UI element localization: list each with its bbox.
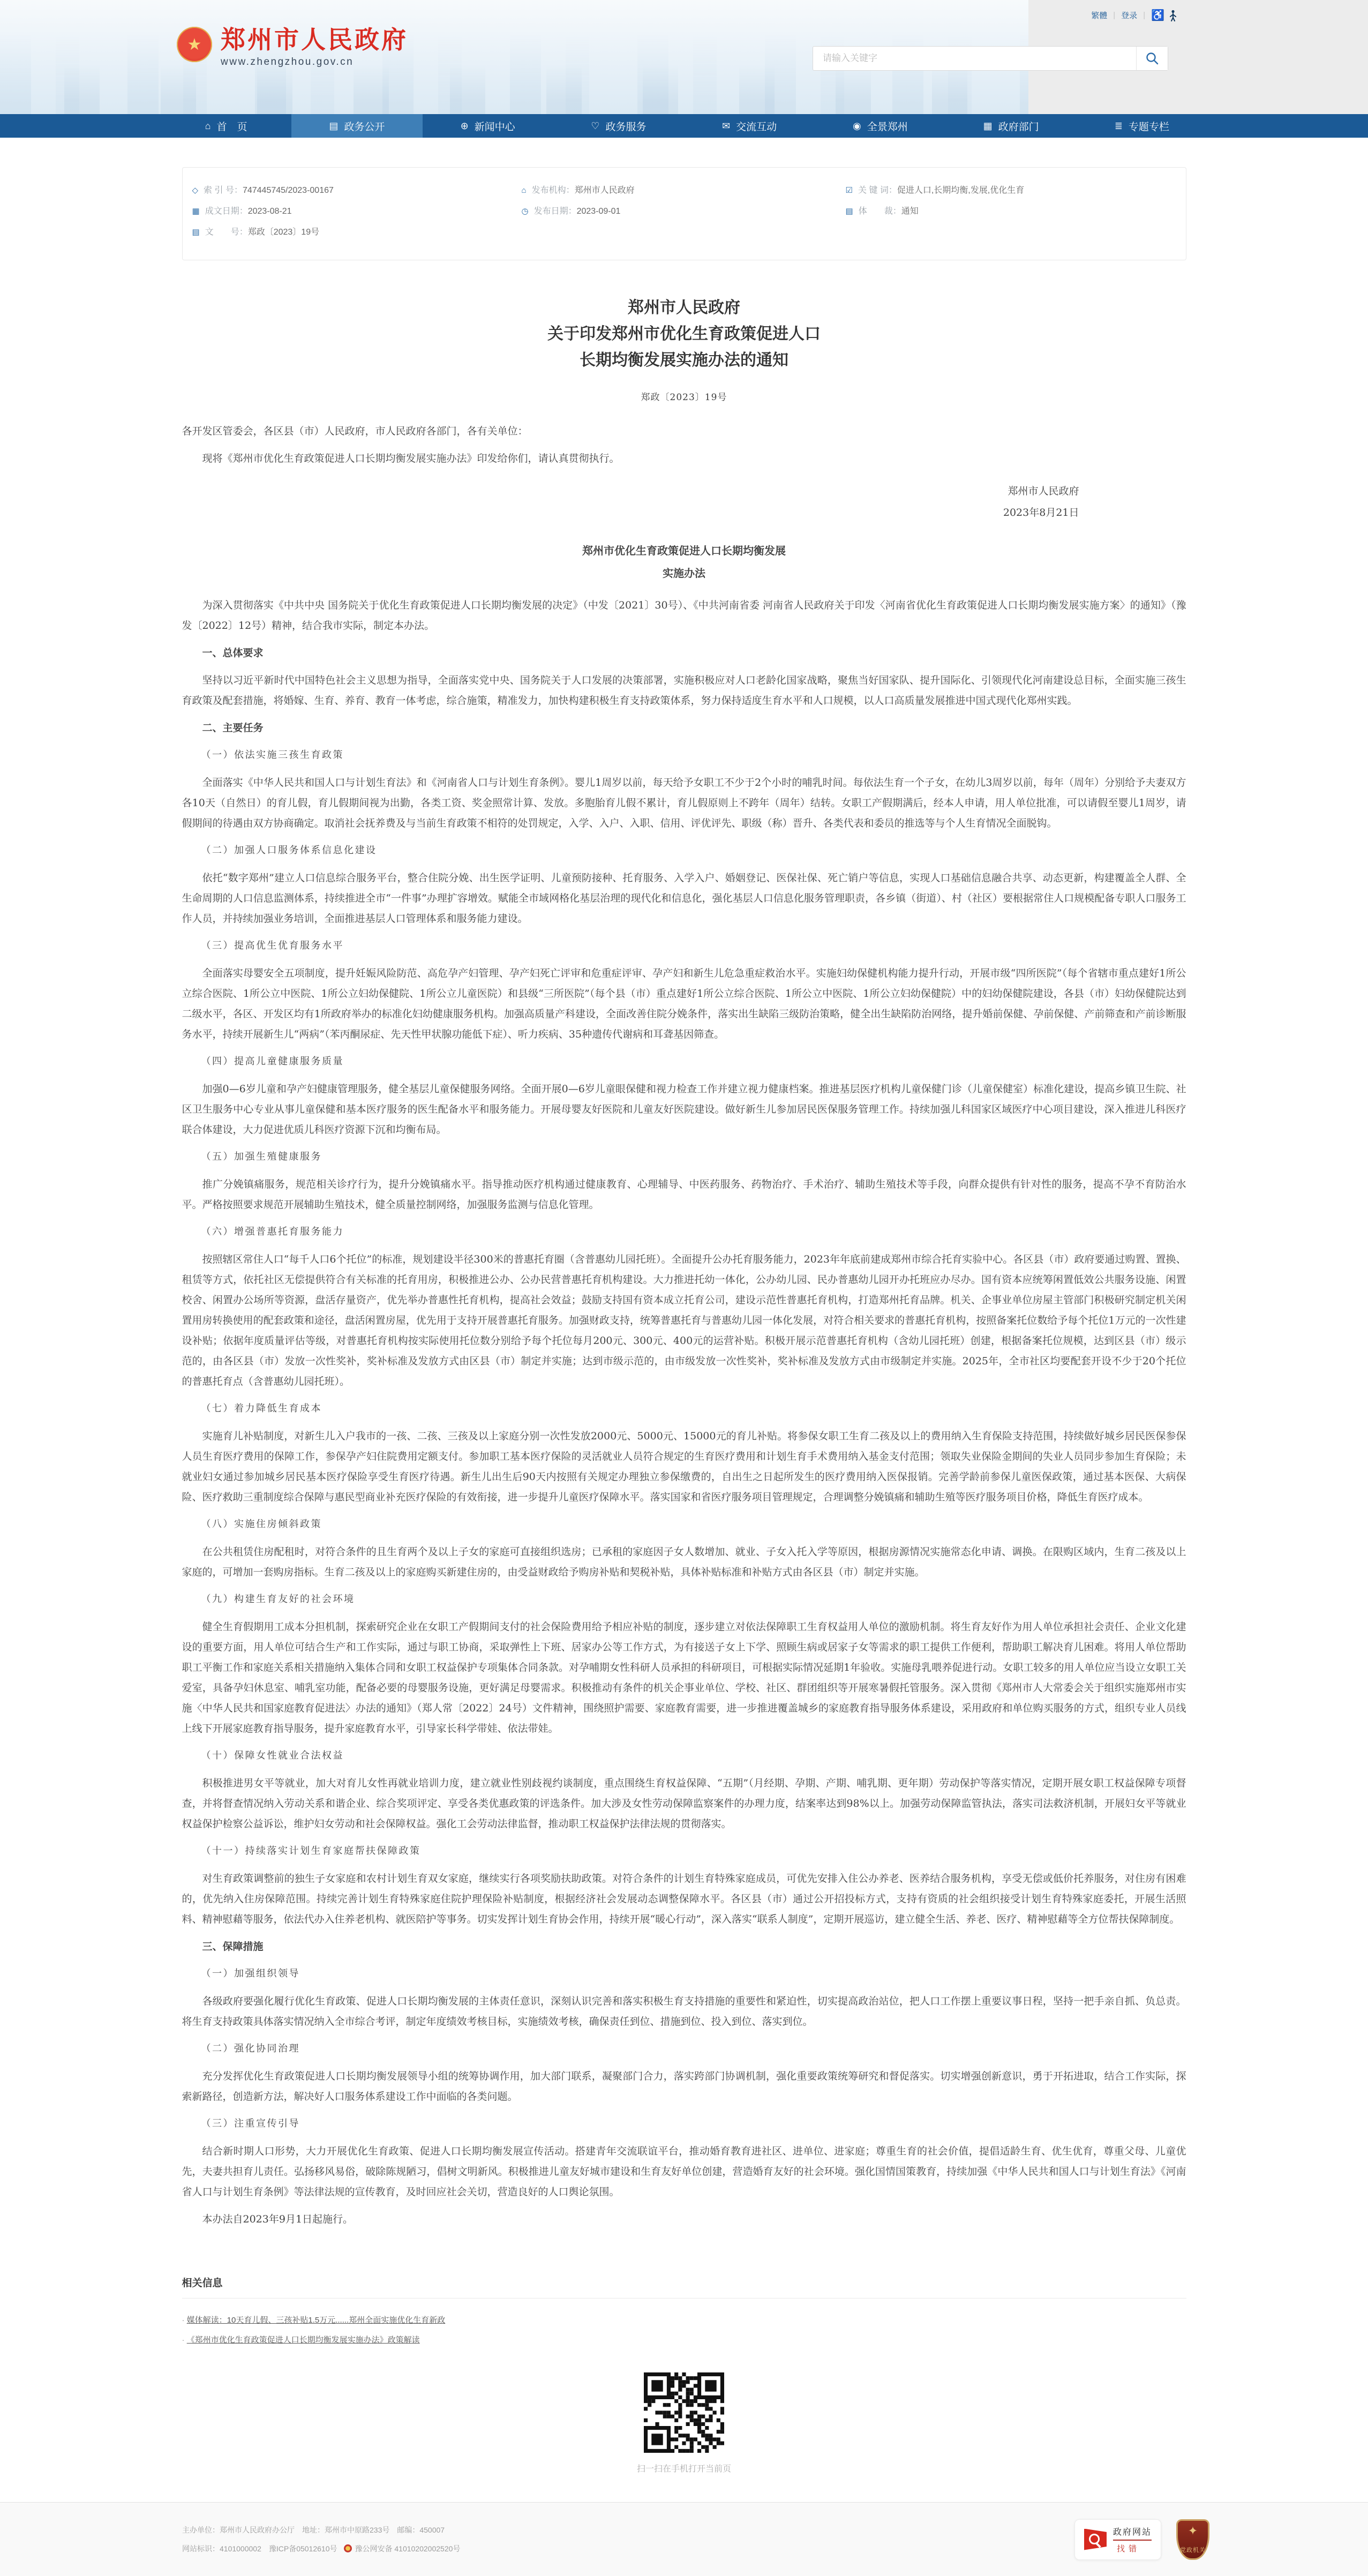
party-emblem-icon: ✦ xyxy=(1187,2524,1198,2537)
nav-item-icon: ✉ xyxy=(722,120,731,131)
nav-item[interactable] xyxy=(1077,114,1207,138)
police-badge-icon xyxy=(344,2544,352,2552)
meta-field-value: 通知 xyxy=(901,207,919,216)
doc-subtitle: 郑州市优化生育政策促进人口长期均衡发展 实施办法 xyxy=(582,544,786,580)
meta-field-icon: ◇ xyxy=(192,186,199,195)
meta-field-label: 索 引 号： xyxy=(204,186,243,195)
doc-paragraph: 对生育政策调整前的独生子女家庭和农村计划生育双女家庭，继续实行各项奖励扶助政策。对符合条件的计划生育特殊家庭成员，可优先安排入住公办养老、医养结合服务机构，享受无偿或低价托养服务，对住房有困难的，优先纳入住房保障范围。持续完善计划生育特殊家庭住院护理保险补贴制度，根据经济社会发展动态调整保障水平。各区县（市）通过公开招投标方式，支持有资质的社会组织接受计划生育特殊家庭委托，开展生活照料、精神慰藉等服务，依法代办入住养老机构、就医陪护等事务。切实发挥计划生育协会作用，持续开展“暖心行动”，深入落实“联系人制度”，定期开展巡访，建立健全生活、养老、医疗、精神慰藉等全方位帮扶保障制度。 xyxy=(182,1873,1186,1925)
document-number: 郑政〔2023〕19号 xyxy=(641,392,727,403)
qr-section xyxy=(182,2372,1186,2474)
doc-paragraph: （十）保障女性就业合法权益 xyxy=(201,1750,344,1761)
doc-paragraph: （三）注重宣传引导 xyxy=(201,2118,300,2129)
nav-item-label: 政务服务 xyxy=(605,121,647,133)
site-url: www.zhengzhou.gov.cn xyxy=(221,56,354,68)
doc-paragraph: 积极推进男女平等就业，加大对育儿女性再就业培训力度，建立就业性别歧视约谈制度，重点围绕生育权益保障、“五期”（月经期、孕期、产期、哺乳期、更年期）劳动保护等落实情况，定期开展女职工权益保障专项督查，并将督查情况纳入劳动关系和谐企业、综合奖项评定、享受各类优惠政策的评选条件。加大涉及女性劳动保障监察案件的办理力度，结案率达到98%以上。加强劳动保障监管执法，落实司法救济机制，开展妇女平等就业权益保护检察公益诉讼，维护妇女劳动和社会保障权益。强化工会劳动法律监督，推动职工权益保护法律法规的贯彻落实。 xyxy=(182,1777,1186,1830)
meta-field-value: 郑政〔2023〕19号 xyxy=(247,228,320,237)
doc-signer: 郑州市人民政府 xyxy=(1008,485,1079,497)
doc-salutation: 各开发区管委会，各区县（市）人民政府，市人民政府各部门，各有关单位： xyxy=(182,425,528,437)
doc-paragraph: （五）加强生殖健康服务 xyxy=(201,1151,322,1162)
badge-finderr-top-label: 政府网站 xyxy=(1113,2525,1152,2541)
accessibility-wheelchair-icon[interactable]: ♿ xyxy=(1151,10,1164,21)
doc-paragraph: （一）依法实施三孩生育政策 xyxy=(201,749,344,761)
nav-item-icon: ⌂ xyxy=(205,120,211,131)
site-logo[interactable] xyxy=(177,27,408,68)
document-title: 郑州市人民政府 关于印发郑州市优化生育政策促进人口 长期均衡发展实施办法的通知 xyxy=(547,298,821,370)
footer-host-line: 主办单位：郑州市人民政府办公厅 地址：郑州市中原路233号 邮编：450007 xyxy=(182,2525,445,2534)
nav-item-icon: ≣ xyxy=(1114,120,1123,131)
doc-signature xyxy=(182,480,1186,523)
doc-paragraph: （七）着力降低生育成本 xyxy=(201,1403,322,1414)
related-link xyxy=(182,2330,1186,2350)
doc-paragraph: 按照辖区常住人口“每千人口6个托位”的标准，规划建设半径300米的普惠托育圈（含普惠幼儿园托班）。全面提升公办托育服务能力，2023年年底前建成郑州市综合托育实验中心。各区县（市）政府要通过购置、置换、租赁等方式，依托社区无偿提供符合有关标准的托育用房，积极推进公办、公办民营普惠托育机构建设。大力推进托幼一体化，公办幼儿园、民办普惠幼儿园开办托班应办尽办。国有资本应统筹闲置低效公共服务设施、闲置校舍、闲置办公场所等资源，盘活存量资产，优先举办普惠性托育机构，提高社会效益；鼓励支持国有资本成立托育公司，建设示范性普惠托育机构，打造郑州托育品牌。机关、企事业单位房屋主管部门积极研究制定机关闲置用房转换使用的配套政策和途径，盘活闲置房屋，优先用于支持开展普惠托育服务。加强财政支持，统筹普惠托育与普惠幼儿园一体化发展，对符合相关要求的普惠托育机构，按照备案托位数给予每个托位1万元的一次性建设补贴；依据年度质量评估等级，对普惠托育机构按实际使用托位数分别给予每个托位每月200元、300元、400元的运营补贴。积极开展示范普惠托育机构（含幼儿园托班）创建，根据备案托位规模，达到区县（市）级示范的，由各区县（市）发放一次性奖补，奖补标准及发放方式由区县（市）制定并实施；达到市级示范的，由市级发放一次性奖补，奖补标准及发放方式由市级制定并实施。2025年，全市社区均要配套开设不少于20个托位的普惠托育点（含普惠幼儿园托班）。 xyxy=(182,1253,1186,1387)
doc-sign-date: 2023年8月21日 xyxy=(1003,507,1079,519)
nav-item[interactable] xyxy=(423,114,553,138)
doc-intro: 现将《郑州市优化生育政策促进人口长期均衡发展实施办法》印发给你们，请认真贯彻执行。 xyxy=(202,453,620,464)
doc-paragraph: 为深入贯彻落实《中共中央 国务院关于优化生育政策促进人口长期均衡发展的决定》（中发〔2021〕30号）、《中共河南省委 河南省人民政府关于印发〈河南省优化生育政策促进人口长期均衡发展实施方案〉的通知》（豫发〔2022〕12号）精神，结合我市实际，制定本办法。 xyxy=(182,599,1186,632)
doc-paragraph: （四）提高儿童健康服务质量 xyxy=(201,1056,344,1067)
nav-item-label: 全景郑州 xyxy=(867,121,908,133)
doc-paragraph: （八）实施住房倾斜政策 xyxy=(201,1519,322,1530)
gov-site-error-report-badge[interactable] xyxy=(1074,2519,1161,2560)
nav-item[interactable] xyxy=(946,114,1077,138)
topbar xyxy=(1091,9,1177,22)
doc-paragraph: （二）加强人口服务体系信息化建设 xyxy=(201,845,377,856)
doc-paragraph: （三）提高优生优育服务水平 xyxy=(201,940,344,951)
doc-paragraph: 依托“数字郑州”建立人口信息综合服务平台，整合住院分娩、出生医学证明、儿童预防接种、托育服务、入学入户、婚姻登记、医保社保、死亡销户等信息，实现人口基础信息融合共享、动态更新，构建覆盖全人群、全生命周期的人口信息监测体系，持续推进全市“一件事”办理扩容增效。赋能全市域网格化基层治理的现代化和信息化，强化基层人口信息化服务管理职责，各乡镇（街道）、村（社区）要根据常住人口规模配备专职人口服务工作人员，并持续加强业务培训，全面推进基层人口管理体系和服务能力建设。 xyxy=(182,872,1186,925)
meta-field xyxy=(522,185,846,197)
meta-field xyxy=(846,206,1175,217)
doc-paragraph: （二）强化协同治理 xyxy=(201,2043,300,2054)
meta-field xyxy=(846,185,1175,197)
nav-item[interactable] xyxy=(684,114,815,138)
nav-item-icon: ▦ xyxy=(983,120,993,131)
doc-paragraph: 加强0—6岁儿童和孕产妇健康管理服务，健全基层儿童保健服务网络。全面开展0—6岁儿童眼保健和视力检查工作并建立视力健康档案。推进基层医疗机构儿童保健门诊（儿童保健室）标准化建设，提高乡镇卫生院、社区卫生服务中心专业从事儿童保健和基本医疗服务的医生配备水平和服务能力。开展母婴友好医院和儿童友好医院建设。做好新生儿参加居民医保服务管理工作。持续加强儿科国家区域医疗中心项目建设，深入推进儿科医疗联合体建设，大力促进优质儿科医疗资源下沉和均衡布局。 xyxy=(182,1083,1186,1136)
doc-paragraph: （一）加强组织领导 xyxy=(201,1968,300,1979)
nav-item-label: 首 页 xyxy=(216,121,247,133)
nav-item-label: 专题专栏 xyxy=(1128,121,1169,133)
nav-item[interactable] xyxy=(815,114,945,138)
doc-paragraph: 一、总体要求 xyxy=(202,647,264,659)
error-report-flag-icon xyxy=(1084,2529,1107,2550)
nav-item-label: 新闻中心 xyxy=(474,121,515,133)
meta-field-icon: ▤ xyxy=(192,228,200,237)
meta-field-value: 2023-09-01 xyxy=(576,207,621,216)
traditional-chinese-link[interactable]: 繁體 xyxy=(1091,11,1108,20)
doc-paragraph: （六）增强普惠托育服务能力 xyxy=(201,1226,344,1237)
document-metadata-card xyxy=(182,167,1186,260)
meta-field-value: 促进人口,长期均衡,发展,优化生育 xyxy=(897,186,1025,195)
main-navigation xyxy=(0,114,1368,138)
document-body xyxy=(182,421,1186,2229)
nav-item-label: 政府部门 xyxy=(998,121,1039,133)
meta-field-value: 郑州市人民政府 xyxy=(574,186,635,195)
search-bar xyxy=(813,46,1168,71)
qr-code xyxy=(644,2372,724,2453)
footer-id-line: 网站标识：4101000002 豫ICP备05012610号 豫公网安备 41010202002520号 xyxy=(182,2544,461,2553)
doc-paragraph: 推广分娩镇痛服务，规范相关诊疗行为，提升分娩镇痛水平。指导推动医疗机构通过健康教育、心理辅导、中医药服务、药物治疗、手术治疗、辅助生殖技术等手段，向群众提供有针对性的服务，提高不孕不育防治水平。严格按照要求规范开展辅助生殖技术，健全质量控制网络，加强服务监测与信息化管理。 xyxy=(182,1178,1186,1211)
meta-field-value: 747445745/2023-00167 xyxy=(242,186,334,195)
meta-field xyxy=(192,206,522,217)
doc-paragraph: 健全生育假期用工成本分担机制，探索研究企业在女职工产假期间支付的社会保险费用给予相应补贴的制度，逐步建立对依法保障职工生育权益用人单位的激励机制。将生育友好作为用人单位承担社会责任、企业文化建设的重要方面，用人单位可结合生产和工作实际，通过与职工协商，采取弹性上下班、居家办公等工作方式，为有接送子女上下学、照顾生病或居家子女等需求的职工提供工作便利，帮助职工解决育儿困难。将用人单位帮助职工平衡工作和家庭关系相关措施纳入集体合同和女职工权益保护专项集体合同条款。对孕哺期女性科研人员承担的科研项目，可根据实际情况延期1年验收。实施母乳喂养促进行动。女职工较多的用人单位应当设立女职工关爱室，具备孕妇休息室、哺乳室功能，配备必要的母婴服务设施，更好满足母婴需求。积极推动有条件的机关企事业单位、学校、社区、群团组织等开展寒暑假托管服务。深入贯彻《郑州市人大常委会关于组织实施郑州市实施〈中华人民共和国家庭教育促进法〉办法的通知》（郑人常〔2022〕24号）文件精神，围绕照护需要、家庭教育需要，进一步推进覆盖城乡的家庭教育指导服务体系建设，采用政府和单位购买服务的方式，组织专业人员线上线下开展家庭教育指导服务，提升家庭教育水平，引导家长科学带娃、依法带娃。 xyxy=(182,1621,1186,1734)
related-link xyxy=(182,2310,1186,2330)
meta-field-icon: ▦ xyxy=(192,207,200,216)
doc-paragraph: 全面落实母婴安全五项制度，提升妊娠风险防范、高危孕产妇管理、孕产妇死亡评审和危重症评审、孕产妇和新生儿危急重症救治水平。实施妇幼保健机构能力提升行动，开展市级“四所医院”（每个省辖市重点建好1所公立综合医院、1所公立中医院、1所公立妇幼保健院、1所公立儿童医院）和县级“三所医院”（每个县（市）重点建好1所公立综合医院、1所公立中医院、1所公立妇幼保健院）中的妇幼保健院建设，各县（市）妇幼保健院达到二级水平，各区、开发区均有1所政府举办的标准化妇幼健康服务机构。加强高质量产科建设，全面改善住院分娩条件，落实出生缺陷三级防治策略，健全出生缺陷防治网络，提升婚前保健、孕前保健、产前筛查和产前诊断服务水平，持续开展新生儿“两病”（苯丙酮尿症、先天性甲状腺功能低下症）、听力疾病、35种遗传代谢病和耳聋基因筛查。 xyxy=(182,967,1186,1040)
meta-field-icon: ◷ xyxy=(521,207,529,216)
doc-paragraph: 充分发挥优化生育政策促进人口长期均衡发展领导小组的统筹协调作用，加大部门联系，凝聚部门合力，落实跨部门协调机制，强化重要政策统筹研究和督促落实。切实增强创新意识，勇于开拓进取，结合工作实际，探索新路径，创造新方法，解决好人口服务体系建设工作中面临的各类问题。 xyxy=(182,2070,1186,2102)
meta-field xyxy=(522,206,846,217)
doc-paragraph: 全面落实《中华人民共和国人口与计划生育法》和《河南省人口与计划生育条例》。婴儿1周岁以前，每天给予女职工不少于2个小时的哺乳时间。每依法生育一个子女，在幼儿3周岁以前，每年（周年）分别给予夫妻双方各10天（自然日）的育儿假，育儿假期间视为出勤，各类工资、奖金照常计算、发放。多胞胎育儿假不累计，育儿假原则上不跨年（周年）结转。女职工产假期满后，经本人申请，用人单位批准，可以请假至婴儿1周岁，请假期间的待遇由双方协商确定。取消社会抚养费及与当前生育政策不相符的处罚规定，入学、入户、入职、信用、评优评先、职级（称）晋升、各类代表和委员的推选等与个人生育情况全面脱钩。 xyxy=(182,777,1186,829)
doc-paragraph: 实施育儿补贴制度，对新生儿入户我市的一孩、二孩、三孩及以上家庭分别一次性发放2000元、5000元、15000元的育儿补贴。将参保女职工生育二孩及以上的费用纳入生育保险支持范围，持续做好城乡居民医保参保人员生育医疗费用的保障工作，参保孕产妇住院费用定额支付。参加职工基本医疗保险的灵活就业人员符合规定的生育医疗费用和计划生育手术费用纳入基金支付范围；领取失业保险金期间的失业人员同步参加生育保险；未就业妇女通过参加城乡居民基本医疗保险享受生育医疗待遇。新生儿出生后90天内按照有关规定办理独立参保缴费的，自出生之日起所发生的医疗费用纳入医保报销。完善学龄前参保儿童医保政策，通过基本医保、大病保险、医疗救助三重制度综合保障与惠民型商业补充医疗保险的有效衔接，进一步提升儿童医疗保障水平。落实国家和省医疗服务项目管理规定，合理调整分娩镇痛和辅助生殖等医疗服务项目价格，降低生育医疗成本。 xyxy=(182,1430,1186,1503)
nav-item[interactable] xyxy=(291,114,422,138)
nav-item-icon: ▤ xyxy=(329,120,339,131)
meta-field xyxy=(192,227,522,238)
doc-paragraph: （九）构建生育友好的社会环境 xyxy=(201,1594,355,1605)
badge-finderr-bottom-label: 找错 xyxy=(1116,2544,1140,2554)
national-emblem-icon: ★ xyxy=(177,27,212,62)
divider: | xyxy=(1143,11,1146,20)
site-title: 郑州市人民政府 xyxy=(221,25,408,54)
doc-paragraph: 在公共租赁住房配租时，对符合条件的且生育两个及以上子女的家庭可直接组织选房；已承租的家庭因子女人数增加、就业、子女入托入学等原因，根据房源情况实施常态化申请、调换。在限购区域内，生育二孩及以上家庭的，可增加一套购房指标。生育二孩及以上的家庭购买新建住房的，由受益财政给予购房补贴和契税补贴，具体补贴标准和补贴方式由各区县（市）制定并实施。 xyxy=(182,1546,1186,1578)
meta-field-value: 2023-08-21 xyxy=(247,207,292,216)
meta-field-label: 体 裁： xyxy=(858,207,901,216)
meta-field-label: 文 号： xyxy=(205,228,248,237)
login-link[interactable]: 登录 xyxy=(1121,11,1138,20)
site-banner xyxy=(0,0,1368,114)
nav-item-icon: ⊕ xyxy=(460,120,469,131)
doc-paragraph: 三、保障措施 xyxy=(202,1941,264,1952)
meta-field xyxy=(192,185,522,197)
party-badge-label: 党政机关 xyxy=(1180,2547,1206,2554)
doc-paragraph: 本办法自2023年9月1日起施行。 xyxy=(202,2213,354,2225)
meta-field-label: 发布机构： xyxy=(531,186,575,195)
nav-item-label: 政务公开 xyxy=(344,121,385,133)
divider xyxy=(182,2298,1186,2299)
divider: | xyxy=(1113,11,1116,20)
meta-field-label: 成文日期： xyxy=(205,207,248,216)
accessibility-elder-icon[interactable] xyxy=(1169,10,1177,21)
meta-field-label: 关 键 词： xyxy=(858,186,897,195)
nav-item[interactable] xyxy=(161,114,291,138)
meta-field-icon: ⌂ xyxy=(521,186,527,195)
related-link-anchor[interactable]: 媒体解读：10天育儿假、三孩补贴1.5万元......郑州全面实施优化生育新政 xyxy=(186,2316,446,2325)
cityscape-illustration-2 xyxy=(48,65,1028,114)
doc-paragraph: 坚持以习近平新时代中国特色社会主义思想为指导，全面落实党中央、国务院关于人口发展的决策部署，实施积极应对人口老龄化国家战略，聚焦当好国家队、提升国际化、引领现代化河南建设总目标，全面实施三孩生育政策及配套措施，将婚嫁、生育、养育、教育一体考虑，综合施策，精准发力，加快构建积极生育支持政策体系，努力保持适度生育水平和人口规模，以人口高质量发展推进中国式现代化郑州实践。 xyxy=(182,674,1186,707)
doc-paragraph: （十一）持续落实计划生育家庭帮扶保障政策 xyxy=(201,1845,421,1857)
nav-item-icon: ♡ xyxy=(591,120,600,131)
related-info-section xyxy=(182,2275,1186,2350)
doc-paragraph: 结合新时期人口形势，大力开展优化生育政策、促进人口长期均衡发展宣传活动。搭建青年交流联谊平台，推动婚育教育进社区、进单位、进家庭；尊重生育的社会价值，提倡适龄生育、优生优育，尊重父母、儿童优先，夫妻共担育儿责任。弘扬移风易俗，破除陈规陋习，倡树文明新风。积极推进儿童友好城市建设和生育友好单位创建，营造婚育友好的社会环境。强化国情国策教育，持续加强《中华人民共和国人口与计划生育法》《河南省人口与计划生育条例》等法律法规的宣传教育，及时回应社会关切，营造良好的人口舆论氛围。 xyxy=(182,2145,1186,2198)
meta-field-icon: ▤ xyxy=(845,207,853,216)
related-link-anchor[interactable]: 《郑州市优化生育政策促进人口长期均衡发展实施办法》政策解读 xyxy=(186,2335,420,2345)
party-gov-shield-badge[interactable] xyxy=(1176,2519,1209,2560)
nav-item-label: 交流互动 xyxy=(736,121,777,133)
search-input[interactable] xyxy=(813,47,1136,70)
meta-field-icon: ☑ xyxy=(845,186,853,195)
related-info-title: 相关信息 xyxy=(182,2278,223,2289)
search-button[interactable] xyxy=(1136,47,1168,70)
qr-caption: 扫一扫在手机打开当前页 xyxy=(636,2465,731,2474)
nav-item-icon: ◉ xyxy=(853,120,861,131)
meta-field-label: 发布日期： xyxy=(533,207,577,216)
search-icon xyxy=(1145,51,1159,65)
police-record-number: 豫公网安备 41010202002520号 xyxy=(355,2544,461,2553)
doc-paragraph: 各级政府要强化履行优化生育政策、促进人口长期均衡发展的主体责任意识，深刻认识完善和落实积极生育支持措施的重要性和紧迫性，切实提高政治站位，把人口工作摆上重要议事日程，坚持一把手亲自抓、负总责。将生育支持政策具体落实情况纳入全市综合考评，制定年度绩效考核目标，实施绩效考核，确保责任到位、措施到位、投入到位、落实到位。 xyxy=(182,1995,1186,2027)
doc-paragraph: 二、主要任务 xyxy=(202,722,264,734)
nav-item[interactable] xyxy=(553,114,684,138)
page-footer xyxy=(0,2502,1368,2576)
